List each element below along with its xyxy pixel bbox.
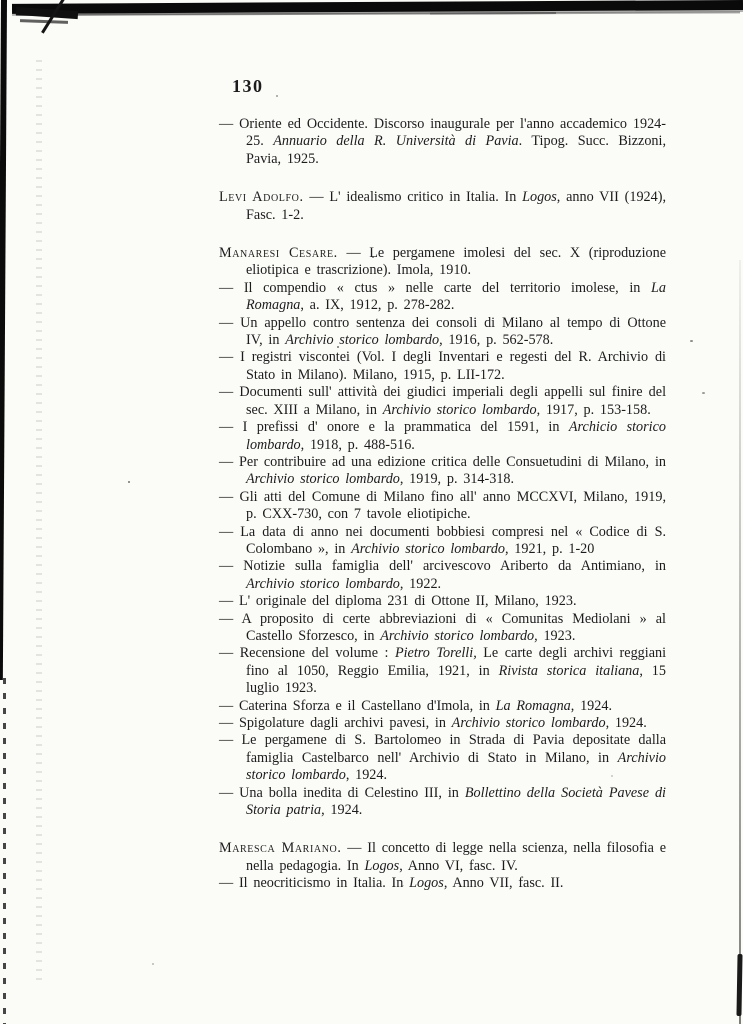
italic-title: Bollettino della Società Pavese di Storia patria [246, 784, 666, 819]
bib-entry: — Documenti sull' attività dei giudici imperiali degli appelli sul finire del sec. XIII a Milano, in Archivio storico lombardo, 1917, p. 153-158. [219, 384, 667, 418]
italic-title: Archivio storico lombardo [351, 540, 506, 557]
scan-artifact-left-edge [3, 678, 6, 1024]
bib-entry-author: Levi Adolfo. — L' idealismo critico in Italia. In Logos, anno VII (1924), Fasc. 1-2. [219, 189, 667, 223]
scan-artifact-top-streak [430, 11, 740, 14]
bib-entry: — Un appello contro sentenza dei consoli di Milano al tempo di Ottone IV, in Archivio storico lombardo, 1916, p. 562-578. [219, 314, 666, 349]
author-name: Maresca Mariano. [219, 840, 342, 857]
bib-entry: — I prefissi d' onore e la prammatica del 1591, in Archicio storico lombardo, 1918, p. 488-516. [219, 419, 666, 453]
bib-entry: — La data di anno nei documenti bobbiesi compresi nel « Codice di S. Colombano », in Archivio storico lombardo, 1921, p. 1-20 [219, 523, 667, 557]
scan-artifact-left-edge [0, 0, 7, 680]
scan-speck [702, 392, 705, 394]
bib-entry: — Caterina Sforza e il Castellano d'Imola, in La Romagna, 1924. [219, 697, 612, 714]
bib-entry: — L' originale del diploma 231 di Ottone II, Milano, 1923. [219, 593, 577, 610]
bib-entry: — I registri viscontei (Vol. I degli Inventari e regesti del R. Archivio di Stato in Milano). Milano, 1915, p. LII-172. [219, 349, 666, 383]
bib-entry-author: Maresca Mariano. — Il concetto di legge nella scienza, nella filosofia e nella pedagogia. In Logos, Anno VI, fasc. IV. [219, 840, 666, 874]
author-name: Manaresi Cesare. [219, 245, 338, 262]
italic-title: Archivio storico lombardo [246, 471, 400, 488]
scan-speck [690, 340, 693, 342]
author-name: Levi Adolfo. [219, 189, 304, 206]
page-number: 130 [232, 76, 264, 96]
bib-entry: — Il compendio « ctus » nelle carte del territorio imolese, in La Romagna, a. IX, 1912, p. 278-282. [219, 279, 666, 314]
italic-title: La Romagna [246, 279, 666, 314]
italic-title: Rivista storica italiana [498, 662, 640, 679]
italic-title: Pietro Torelli, [394, 645, 477, 662]
bib-entry: — Le pergamene di S. Bartolomeo in Strada di Pavia depositate dalla famiglia Castelbarco nell' Archivio di Stato in Milano, in Archivio storico lombardo, 1924. [219, 732, 666, 784]
scan-speck [152, 963, 154, 965]
bib-entry: — Spigolature dagli archivi pavesi, in Archivio storico lombardo, 1924. [219, 715, 647, 731]
italic-title: Archivio storico lombardo [382, 401, 537, 418]
bib-entry: — Per contribuire ad una edizione critica delle Consuetudini di Milano, in Archivio storico lombardo, 1919, p. 314-318. [219, 453, 666, 488]
bib-entry: — Il neocriticismo in Italia. In Logos, Anno VII, fasc. II. [219, 875, 564, 892]
italic-title: Logos [522, 189, 557, 206]
italic-title: Logos [409, 875, 444, 892]
bib-entry-author: Manaresi Cesare. — Le pergamene imolesi del sec. X (riproduzione eliotipica e trascrizione). Imola, 1910. [219, 245, 666, 279]
italic-title: Archicio storico lombardo [246, 419, 666, 453]
italic-title: Archivio storico lombardo [380, 627, 535, 644]
bibliography [219, 116, 666, 893]
scan-speck [276, 95, 278, 97]
italic-title: Archivio storico lombardo [285, 332, 440, 349]
bib-entry: — Notizie sulla famiglia dell' arcivescovo Ariberto da Antimiano, in Archivio storico lombardo, 1922. [219, 558, 666, 592]
bib-entry: — Gli atti del Comune di Milano fino all' anno MCCXVI, Milano, 1919, p. CXX-730, con 7 tavole eliotipiche. [219, 488, 667, 523]
italic-title: Logos [364, 857, 400, 874]
bib-entry: — A proposito di certe abbreviazioni di « Comunitas Mediolani » al Castello Sforzesco, in Archivio storico lombardo, 1923. [219, 610, 666, 644]
scan-speck [128, 481, 130, 483]
italic-title: La Romagna [495, 697, 571, 714]
scan-artifact-right-edge [736, 954, 742, 1016]
bib-entry: — Una bolla inedita di Celestino III, in Bollettino della Società Pavese di Storia patria, 1924. [219, 784, 666, 819]
italic-title: Archivio storico lombardo [246, 575, 400, 592]
italic-title: Archivio storico lombardo [451, 715, 606, 731]
scan-artifact-corner [20, 19, 68, 24]
bib-entry: — Oriente ed Occidente. Discorso inaugurale per l'anno accademico 1924-25. Annuario della R. Università di Pavia. Tipog. Succ. Bizzoni, Pavia, 1925. [219, 116, 666, 167]
italic-title: Annuario della R. Università di Pavia [273, 133, 519, 150]
scan-artifact-right-edge [739, 260, 741, 1024]
bib-entry: — Recensione del volume : Pietro Torelli, Le carte degli archivi reggiani fino al 1050, Reggio Emilia, 1921, in Rivista storica italiana, 15 luglio 1923. [219, 645, 667, 697]
scan-artifact-noise [36, 60, 42, 980]
italic-title: Archivio storico lombardo [246, 749, 666, 784]
